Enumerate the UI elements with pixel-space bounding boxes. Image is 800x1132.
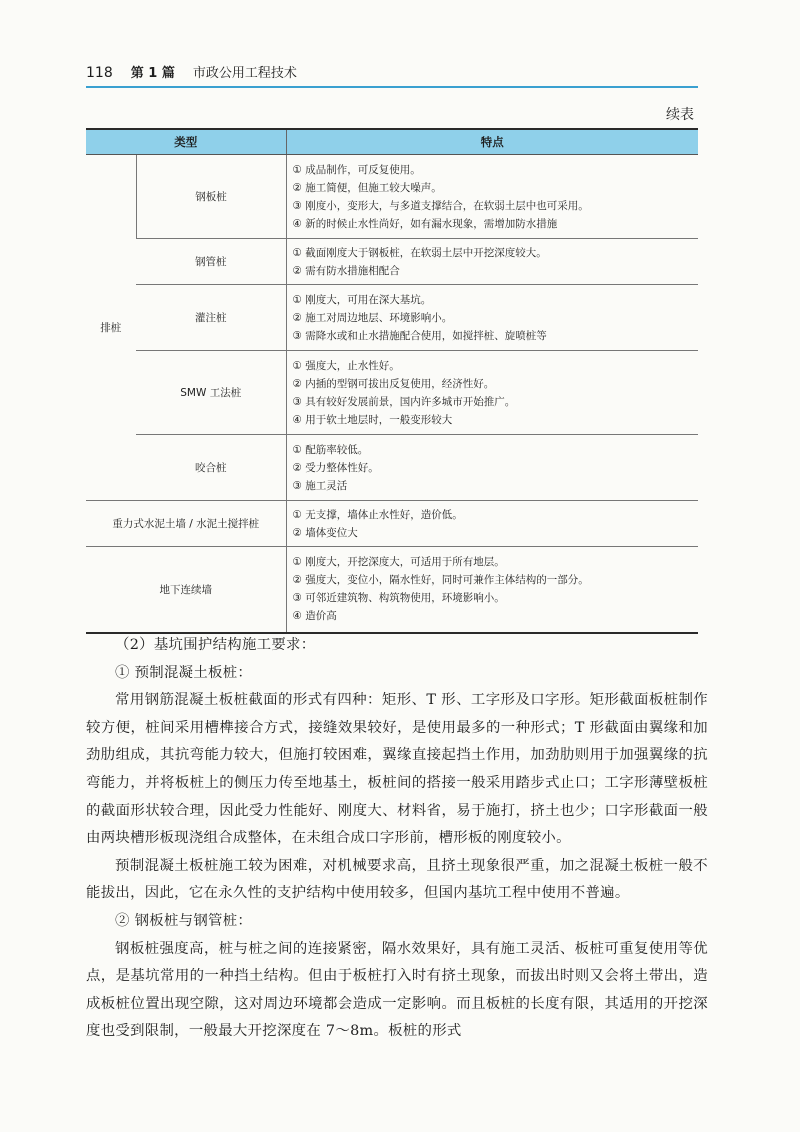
feature-line: ① 截面刚度大于钢板桩，在软弱土层中开挖深度较大。 bbox=[292, 246, 547, 259]
table-row bbox=[86, 547, 698, 633]
feature-line: ④ 用于软土地层时，一般变形较大 bbox=[292, 413, 453, 426]
page-number: 118 bbox=[86, 65, 113, 81]
row-features bbox=[286, 155, 698, 239]
part-label: 第 1 篇 bbox=[130, 66, 175, 81]
category-pile-group: 排桩 bbox=[86, 155, 136, 501]
header-rule bbox=[86, 86, 698, 88]
table-row bbox=[86, 351, 698, 435]
row-type: 灌注桩 bbox=[136, 285, 286, 351]
feature-line: ② 强度大，变位小，隔水性好，同时可兼作主体结构的一部分。 bbox=[292, 574, 589, 587]
paragraph: 常用钢筋混凝土板桩截面的形式有四种：矩形、T 形、工字形及口字形。矩形截面板桩制作较方便，桩间采用槽榫接合方式，接缝效果较好，是使用最多的一种形式；T 形截面由翼缘和加劲肋组成，其抗弯能力较大，但施打较困难，翼缘直接起挡土作用，加劲肋则用于加强翼缘的抗弯能力，并将板桩上的侧压力传至地基土，板桩间的搭接一般采用踏步式止口；工字形薄壁板桩的截面形状较合理，因此受力性能好、刚度大、材料省，易于施打，挤土也少；口字形截面一般由两块槽形板现浇组合成整体，在未组合成口字形前，槽形板的刚度较小。 bbox=[86, 692, 708, 847]
feature-line: ② 施工简便，但施工较大噪声。 bbox=[292, 181, 442, 194]
feature-line: ③ 施工灵活 bbox=[292, 479, 348, 492]
feature-line: ④ 造价高 bbox=[292, 610, 337, 623]
feature-line: ③ 刚度小，变形大，与多道支撑结合，在软弱土层中也可采用。 bbox=[292, 199, 589, 212]
body-text bbox=[86, 632, 708, 1046]
table-row bbox=[86, 239, 698, 285]
feature-line: ④ 新的时候止水性尚好，如有漏水现象，需增加防水措施 bbox=[292, 217, 558, 230]
table-header-row bbox=[86, 129, 698, 155]
paragraph: 钢板桩强度高，桩与桩之间的连接紧密，隔水效果好，具有施工灵活、板桩可重复使用等优点，是基坑常用的一种挡土结构。但由于板桩打入时有挤土现象，而拔出时则又会将土带出，造成板桩位置出现空隙，这对周边环境都会造成一定影响。而且板桩的长度有限，其适用的开挖深度也受到限制，一般最大开挖深度在 7～8m。板桩的形式 bbox=[86, 940, 708, 1040]
feature-line: ① 刚度大，开挖深度大，可适用于所有地层。 bbox=[292, 556, 505, 569]
header-type: 类型 bbox=[86, 129, 286, 155]
row-features bbox=[286, 285, 698, 351]
feature-line: ③ 可邻近建筑物、构筑物使用，环境影响小。 bbox=[292, 592, 505, 605]
table-row bbox=[86, 285, 698, 351]
paragraph: 预制混凝土板桩施工较为困难，对机械要求高，且挤土现象很严重，加之混凝土板桩一般不能拔出，因此，它在永久性的支护结构中使用较多，但国内基坑工程中使用不普遍。 bbox=[86, 857, 708, 902]
header-feature: 特点 bbox=[286, 129, 698, 155]
feature-line: ③ 需降水或和止水措施配合使用，如搅拌桩、旋喷桩等 bbox=[292, 329, 547, 342]
row-type: SMW 工法桩 bbox=[136, 351, 286, 435]
feature-line: ② 需有防水措施相配合 bbox=[292, 264, 400, 277]
subsection-heading-steel: ② 钢板桩与钢管桩： bbox=[115, 912, 253, 929]
table-row bbox=[86, 435, 698, 501]
continued-label: 续表 bbox=[666, 107, 694, 123]
row-type: 咬合桩 bbox=[136, 435, 286, 501]
row-features bbox=[286, 239, 698, 285]
feature-line: ② 施工对周边地层、环境影响小。 bbox=[292, 311, 453, 324]
row-type: 钢板桩 bbox=[136, 155, 286, 239]
feature-line: ① 强度大，止水性好。 bbox=[292, 359, 400, 372]
row-type: 钢管桩 bbox=[136, 239, 286, 285]
section-heading: （2）基坑围护结构施工要求： bbox=[115, 637, 316, 653]
retaining-structure-table bbox=[86, 128, 698, 634]
running-header bbox=[86, 62, 698, 81]
row-features bbox=[286, 501, 698, 547]
subsection-heading-precast: ① 预制混凝土板桩： bbox=[115, 664, 253, 681]
row-type: 地下连续墙 bbox=[86, 547, 286, 633]
part-title: 市政公用工程技术 bbox=[192, 66, 297, 81]
feature-line: ② 墙体变位大 bbox=[292, 526, 358, 539]
feature-line: ① 成品制作，可反复使用。 bbox=[292, 163, 421, 176]
feature-line: ② 受力整体性好。 bbox=[292, 461, 379, 474]
feature-line: ① 配筋率较低。 bbox=[292, 443, 369, 456]
feature-line: ② 内插的型钢可拔出反复使用，经济性好。 bbox=[292, 377, 495, 390]
feature-line: ① 无支撑，墙体止水性好，造价低。 bbox=[292, 508, 463, 521]
row-features bbox=[286, 351, 698, 435]
row-features bbox=[286, 547, 698, 633]
row-type: 重力式水泥土墙 / 水泥土搅拌桩 bbox=[86, 501, 286, 547]
row-features bbox=[286, 435, 698, 501]
table-row bbox=[86, 155, 698, 239]
feature-line: ① 刚度大，可用在深大基坑。 bbox=[292, 293, 432, 306]
feature-line: ③ 具有较好发展前景，国内许多城市开始推广。 bbox=[292, 395, 516, 408]
table-row bbox=[86, 501, 698, 547]
